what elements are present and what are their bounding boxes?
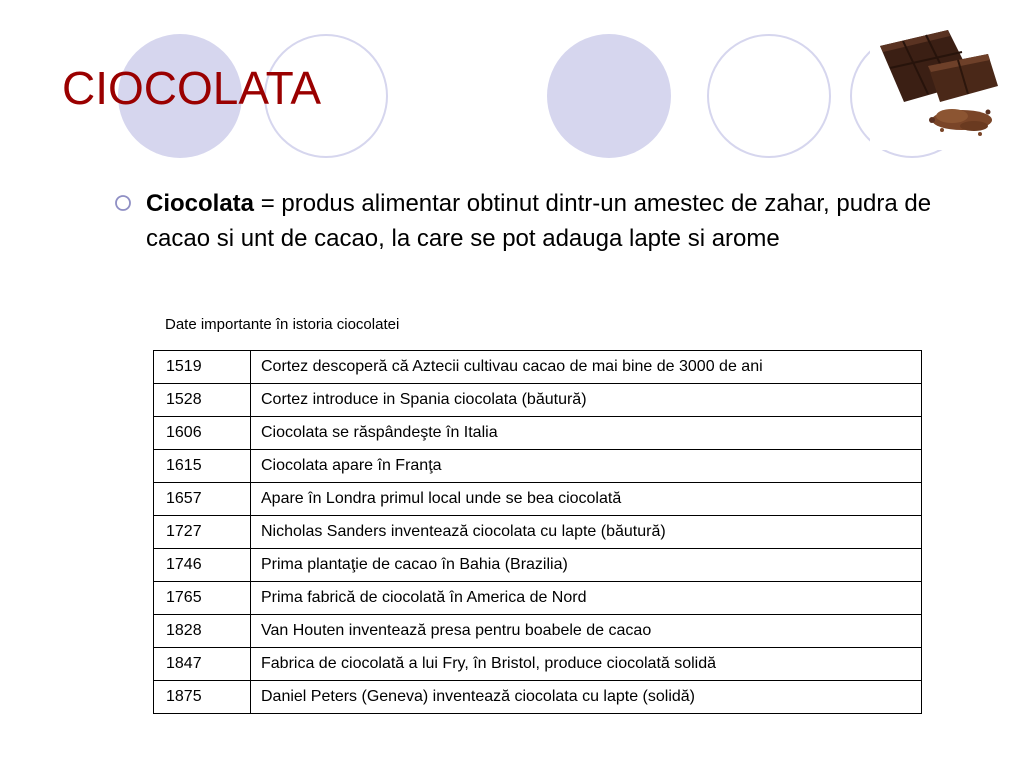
definition-body: = produs alimentar obtinut dintr-un amestec de zahar, pudra de cacao si unt de cacao, la care se pot adauga lapte si arome [146,190,932,252]
slide-title: CIOCOLATA [62,62,321,114]
table-row [154,417,922,450]
year-cell: 1727 [154,516,251,549]
year-cell: 1828 [154,615,251,648]
table-row [154,351,922,384]
table-row [154,483,922,516]
definition-term: Ciocolata [146,190,255,217]
year-cell: 1606 [154,417,251,450]
table-row [154,516,922,549]
year-cell: 1528 [154,384,251,417]
event-cell: Cortez descoperă că Aztecii cultivau cacao de mai bine de 3000 de ani [251,351,922,384]
event-cell: Ciocolata se răspândeşte în Italia [251,417,922,450]
chocolate-history-table [153,350,922,714]
year-cell: 1615 [154,450,251,483]
year-cell: 1875 [154,681,251,714]
table-row [154,582,922,615]
event-cell: Apare în Londra primul local unde se bea ciocolată [251,483,922,516]
definition-text [146,186,934,256]
history-table-body [154,351,922,714]
event-cell: Fabrica de ciocolată a lui Fry, în Bristol, produce ciocolată solidă [251,648,922,681]
chocolate-bar-photo [870,16,1004,150]
decor-circle-3 [547,34,671,158]
table-row [154,681,922,714]
event-cell: Ciocolata apare în Franţa [251,450,922,483]
event-cell: Daniel Peters (Geneva) inventează ciocolata cu lapte (solidă) [251,681,922,714]
circle-bullet-icon [114,194,132,212]
table-row [154,450,922,483]
table-row [154,384,922,417]
event-cell: Van Houten inventează presa pentru boabele de cacao [251,615,922,648]
year-cell: 1657 [154,483,251,516]
event-cell: Prima plantaţie de cacao în Bahia (Brazilia) [251,549,922,582]
year-cell: 1847 [154,648,251,681]
definition-bullet [114,186,934,256]
year-cell: 1765 [154,582,251,615]
table-row [154,549,922,582]
table-caption: Date importante în istoria ciocolatei [165,316,400,333]
event-cell: Cortez introduce in Spania ciocolata (băutură) [251,384,922,417]
decor-circle-4 [707,34,831,158]
event-cell: Prima fabrică de ciocolată în America de Nord [251,582,922,615]
year-cell: 1519 [154,351,251,384]
table-row [154,648,922,681]
year-cell: 1746 [154,549,251,582]
table-row [154,615,922,648]
event-cell: Nicholas Sanders inventează ciocolata cu lapte (băutură) [251,516,922,549]
